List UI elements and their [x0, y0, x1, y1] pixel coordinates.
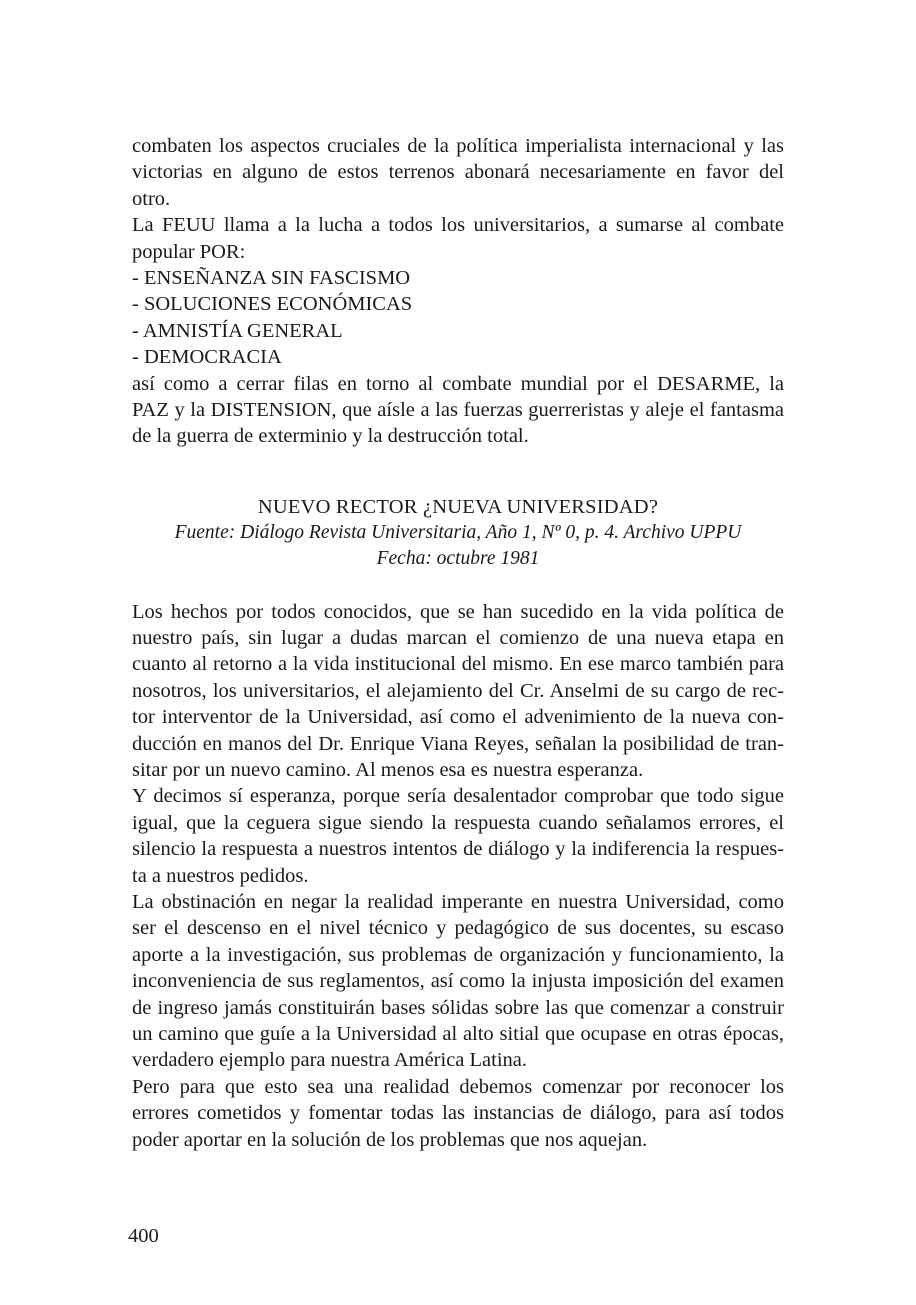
body-line: inconveniencia de sus reglamentos, así como la injusta imposición del examen — [132, 970, 784, 993]
list-item: - DEMOCRACIA — [132, 346, 282, 369]
body-line: Pero para que esto sea una realidad debemos comenzar por reconocer los — [132, 1075, 784, 1098]
page-body — [132, 133, 784, 1153]
list-item: - AMNISTÍA GENERAL — [132, 319, 343, 342]
body-line: verdadero ejemplo para nuestra América Latina. — [132, 1049, 528, 1072]
body-line: errores cometidos y fomentar todas las instancias de diálogo, para así todos — [132, 1102, 784, 1125]
body-line: ta a nuestros pedidos. — [132, 864, 309, 887]
body-line: aporte a la investigación, sus problemas de organización y funcionamiento, la — [132, 943, 784, 966]
body-line: de la guerra de exterminio y la destrucción total. — [132, 425, 529, 448]
body-line: ser el descenso en el nivel técnico y pedagógico de sus docentes, su escaso — [132, 917, 784, 940]
body-line: otro. — [132, 187, 171, 210]
article-source: Fuente: Diálogo Revista Universitaria, Año 1, Nº 0, p. 4. Archivo UPPU — [174, 521, 742, 543]
body-line: combaten los aspectos cruciales de la política imperialista internacional y las — [132, 135, 784, 157]
article-date: Fecha: octubre 1981 — [376, 547, 540, 569]
list-item: - SOLUCIONES ECONÓMICAS — [132, 293, 413, 316]
body-line: cuanto al retorno a la vida institucional del mismo. En ese marco también para — [132, 653, 784, 676]
article-heading — [132, 494, 784, 572]
article-title: NUEVO RECTOR ¿NUEVA UNIVERSIDAD? — [257, 495, 659, 518]
body-line: PAZ y la DISTENSION, que aísle a las fuerzas guerreristas y aleje el fantasma — [132, 398, 784, 421]
previous-section-text — [132, 133, 784, 450]
body-line: de ingreso jamás constituirán bases sólidas sobre las que comenzar a construir — [132, 996, 784, 1019]
body-line: silencio la respuesta a nuestros intentos de diálogo y la indiferencia la respues- — [132, 838, 784, 861]
list-item: - ENSEÑANZA SIN FASCISMO — [132, 266, 411, 289]
body-line: nuestro país, sin lugar a dudas marcan el comienzo de una nueva etapa en — [132, 627, 784, 650]
page-number: 400 — [128, 1225, 159, 1247]
body-line: ducción en manos del Dr. Enrique Viana Reyes, señalan la posibilidad de tran- — [132, 732, 784, 755]
article-text — [132, 599, 784, 1153]
body-line: un camino que guíe a la Universidad al alto sitial que ocupase en otras épocas, — [132, 1022, 784, 1045]
body-line: popular POR: — [132, 240, 246, 263]
body-line: igual, que la ceguera sigue siendo la respuesta cuando señalamos errores, el — [132, 811, 784, 834]
body-line: sitar por un nuevo camino. Al menos esa es nuestra esperanza. — [132, 759, 644, 782]
body-line: La obstinación en negar la realidad imperante en nuestra Universidad, como — [132, 890, 784, 913]
body-line: victorias en alguno de estos terrenos abonará necesariamente en favor del — [132, 161, 784, 184]
body-line: poder aportar en la solución de los problemas que nos aquejan. — [132, 1128, 648, 1151]
body-line: Los hechos por todos conocidos, que se han sucedido en la vida política de — [132, 600, 784, 623]
body-line: Y decimos sí esperanza, porque sería desalentador comprobar que todo sigue — [132, 785, 784, 808]
section-spacer — [132, 450, 784, 494]
body-line: La FEUU llama a la lucha a todos los universitarios, a sumarse al combate — [132, 214, 784, 237]
body-line: así como a cerrar filas en torno al combate mundial por el DESARME, la — [132, 372, 784, 395]
body-line: nosotros, los universitarios, el alejamiento del Cr. Anselmi de su cargo de rec- — [132, 679, 784, 702]
body-line: tor interventor de la Universidad, así como el advenimiento de la nueva con- — [132, 706, 784, 729]
heading-spacer — [132, 572, 784, 599]
